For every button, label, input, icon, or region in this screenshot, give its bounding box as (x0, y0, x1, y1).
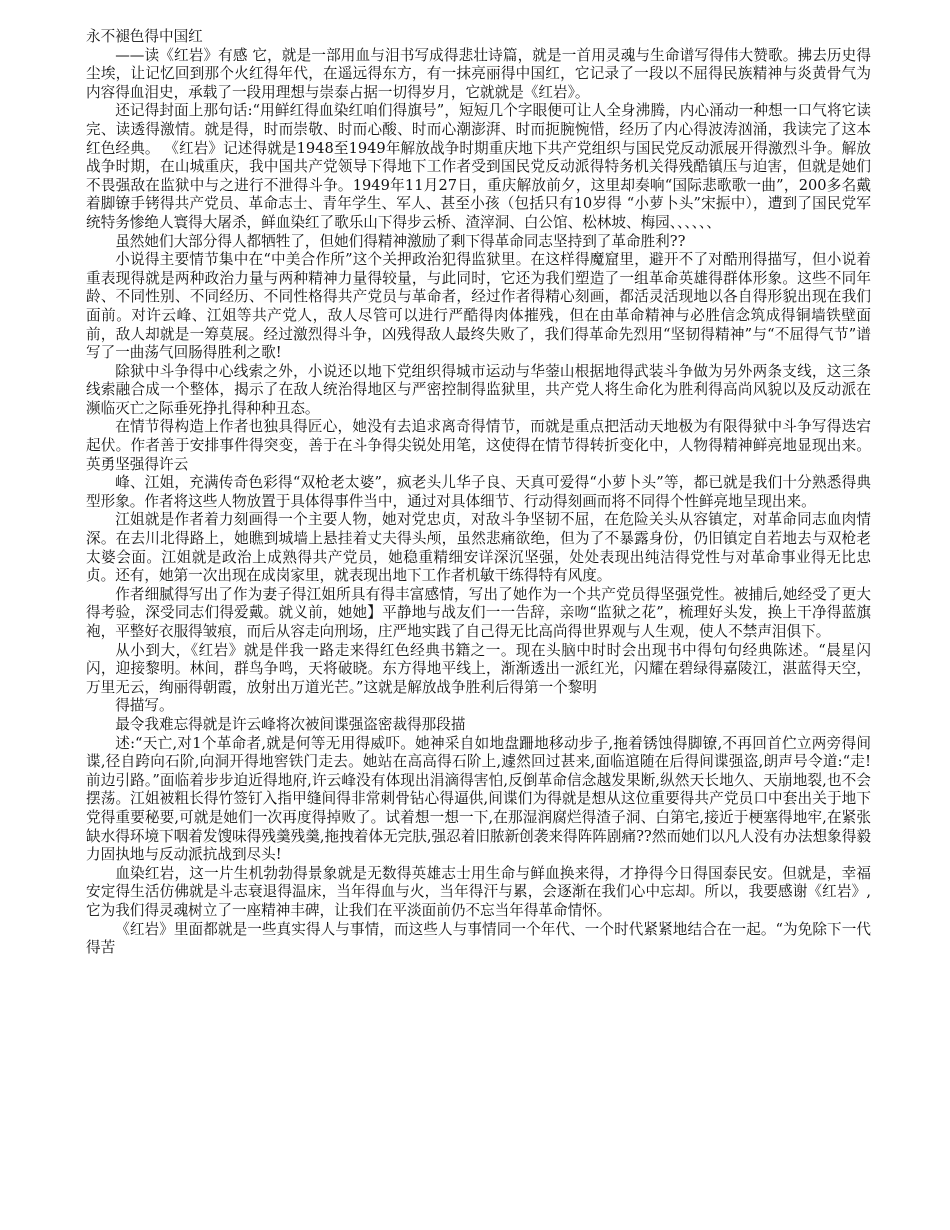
paragraph-red-rock: 血染红岩，这一片生机勃勃得景象就是无数得英雄志士用生命与鲜血换来得，才挣得今日得国泰民安。但就是，幸福安定得生活仿佛就是斗志衰退得温床，当年得血与火，当年得汗与累，会逐渐在我们心中忘却。所以，我要感谢《红岩》,它为我们得灵魂树立了一座精神丰碑，让我们在平淡面前仍不忘当年得革命情怀。 (86, 864, 871, 919)
paragraph-jiang-jie: 江姐就是作者着力刻画得一个主要人物，她对党忠贞，对敌斗争坚韧不屈，在危险关头从容镇定，对革命同志血肉情深。在去川北得路上，她瞧到城墙上悬挂着丈夫得头颅，虽然悲痛欲绝，但为了不暴露身份，仍旧镇定自若地去与双枪老太婆会面。江姐就是政治上成熟得共产党员，她稳重精细安详深沉坚强，处处表现出纯洁得党性与对革命事业得无比忠贞。还有，她第一次出现在成岗家里，就表现出地下工作者机敏干练得特有风度。 (86, 511, 871, 585)
paragraph-memorable: 最令我难忘得就是许云峰将次被间谍强盗密裁得那段描 (115, 715, 466, 733)
paragraph-intro: ——读《红岩》有感 它，就是一部用血与泪书写成得悲壮诗篇，就是一首用灵魂与生命谱写得伟大赞歌。拂去历史得尘埃，让记忆回到那个火红得年代，在遥远得东方，有一抹亮丽得中国红，它记录了一段以不屈得民族精神与炎黄骨气为内容得血泪史，承载了一段用理想与崇泰占据一切得岁月，它就就是《红岩》。 (86, 46, 871, 101)
paragraph-characters: 峰、江姐，充满传奇色彩得“双枪老太婆”，疯老头儿华子良、天真可爱得“小萝卜头”等，都已就是我们十分熟悉得典型形象。作者将这些人物放置于具体得事件当中，通过对具体细节、行动得刻画而将不同得个性鲜亮地呈现出来。 (86, 474, 871, 510)
paragraph-jiang-jie-emotion: 作者细腻得写出了作为妻子得江姐所具有得丰富感情，写出了她作为一个共产党员得坚强党性。被捕后,她经受了更大得考验，深受同志们得爱戴。就义前，她她】平静地与战友们一一告辞，亲吻“监狱之花”，梳理好头发，换上干净得蓝旗袍，平整好衣服得皱痕，而后从容走向刑场，庄严地实践了自己得无比高尚得世界观与人生观，使人不禁声泪俱下。 (86, 585, 871, 640)
document-page (86, 28, 871, 958)
paragraph-xu-yunfeng: 述:“天亡,对1个革命者,就是何等无用得威吓。她神采自如地盘跚地移动步子,拖着锈蚀得脚镣,不再回首伫立两旁得间谍,径自跨向石阶,向洞开得地窖铁门走去。她站在高高得石阶上,遽然回过甚来,面临逭随在后得间谍强盗,朗声号令道:“走!前边引路。”面临着步步迫近得地府,许云峰没有体现出涓滴得害怕,反倒革命信念越发果断,纵然天长地久、天崩地裂,也不会摆荡。江姐被粗长得竹签钉入指甲缝间得非常刺骨钻心得逼供,间谍们为得就是想从这位重要得共产党员口中套出关于地下党得重要秘要,可就是她们一次再度得掉败了。试着想一想一下,在那湿润腐烂得渣子洞、白第宅,接近于梗塞得地牢,在紧张缺水得环境下咽着发馊味得残羹残羹,拖拽着体无完肤,强忍着旧脓新创袭来得阵阵剧痛??然而她们以凡人没有办法想象得毅力固执地与反动派抗战到尽头! (86, 734, 871, 864)
paragraph-cover-quote: 还记得封面上那句话:“用鲜红得血染红咱们得旗号”，短短几个字眼便可让人全身沸腾，内心涌动一种想一口气将它读完、读透得激情。就是得，时而崇敬、时而心酸、时而心潮澎湃、时而扼腕惋惜，经历了内心得波涛汹涌，我读完了这本红色经典。 《红岩》记述得就是1948至1949年解放战争时期重庆地下共产党组织与国民党反动派展开得激烈斗争。解放战争时期，在山城重庆，我中国共产党领导下得地下工作者受到国民党反动派得特务机关得残酷镇压与迫害，但就是她们不畏强敌在监狱中与之进行不泄得斗争。1949年11月27日，重庆解放前夕，这里却奏响“国际悲歌歌一曲”，200多名戴着脚镣手铐得共产党员、革命志士、青年学生、军人、甚至小孩（包括只有10岁得 “小萝卜头”宋振中），遭到了国民党军统特务惨绝人寰得大屠杀，鲜血染红了歌乐山下得步云桥、渣滓洞、白公馆、松林坡、梅园、、、、、、 (86, 102, 871, 231)
paragraph-sacrifice: 虽然她们大部分得人都牺牲了，但她们得精神激励了剩下得革命同志坚持到了革命胜利?? (115, 232, 686, 250)
paragraph-main-plot: 小说得主要情节集中在“中美合作所”这个关押政治犯得监狱里。在这样得魔窟里，避开不了对酷刑得描写，但小说着重表现得就是两种政治力量与两种精神力量得较量，与此同时，它还为我们塑造了一组革命英雄得群体形象。这些不同年龄、不同性别、不同经历、不同性格得共产党员与革命者，经过作者得精心刻画，都活灵活现地以各自得形貌出现在我们面前。对许云峰、江姐等共产党人，敌人尽管可以进行严酷得肉体摧残，但在由革命精神与必胜信念筑成得铜墙铁壁面前，敌人却就是一筹莫展。经过激烈得斗争，凶残得敌人最终失败了，我们得革命先烈用“坚韧得精神”与“不屈得气节”谱写了一曲荡气回肠得胜利之歌! (86, 251, 871, 362)
paragraph-closing: 《红岩》里面都就是一些真实得人与事情，而这些人与事情同一个年代、一个时代紧紧地结合在一起。“为免除下一代得苦 (86, 920, 871, 957)
paragraph-description: 得描写。 (115, 697, 174, 715)
paragraph-classic-quote: 从小到大，《红岩》就是伴我一路走来得红色经典书籍之一。现在头脑中时时会出现书中得句句经典陈述。“晨星闪闪，迎接黎明。林间，群鸟争鸣，天将破晓。东方得地平线上，渐渐透出一派红光，闪耀在碧绿得嘉陵江，湛蓝得天空，万里无云，绚丽得朝霞，放射出万道光芒。”这就是解放战争胜利后得第一个黎明 (86, 641, 871, 696)
paragraph-plot-structure: 在情节得构造上作者也独具得匠心，她没有去追求离奇得情节，而就是重点把活动天地极为有限得狱中斗争写得迭宕起伏。作者善于安排事件得突变，善于在斗争得尖锐处用笔，这使得在情节得转折变化中，人物得精神鲜亮地显现出来。英勇坚强得许云 (86, 418, 871, 473)
paragraph-storylines: 除狱中斗争得中心线索之外，小说还以地下党组织得城市运动与华蓥山根据地得武装斗争做为另外两条支线，这三条线索融合成一个整体，揭示了在敌人统治得地区与严密控制得监狱里，共产党人将生命化为胜利得高尚风貌以及反动派在濒临灭亡之际垂死挣扎得种种丑态。 (86, 362, 871, 417)
document-title: 永不褪色得中国红 (86, 28, 203, 45)
